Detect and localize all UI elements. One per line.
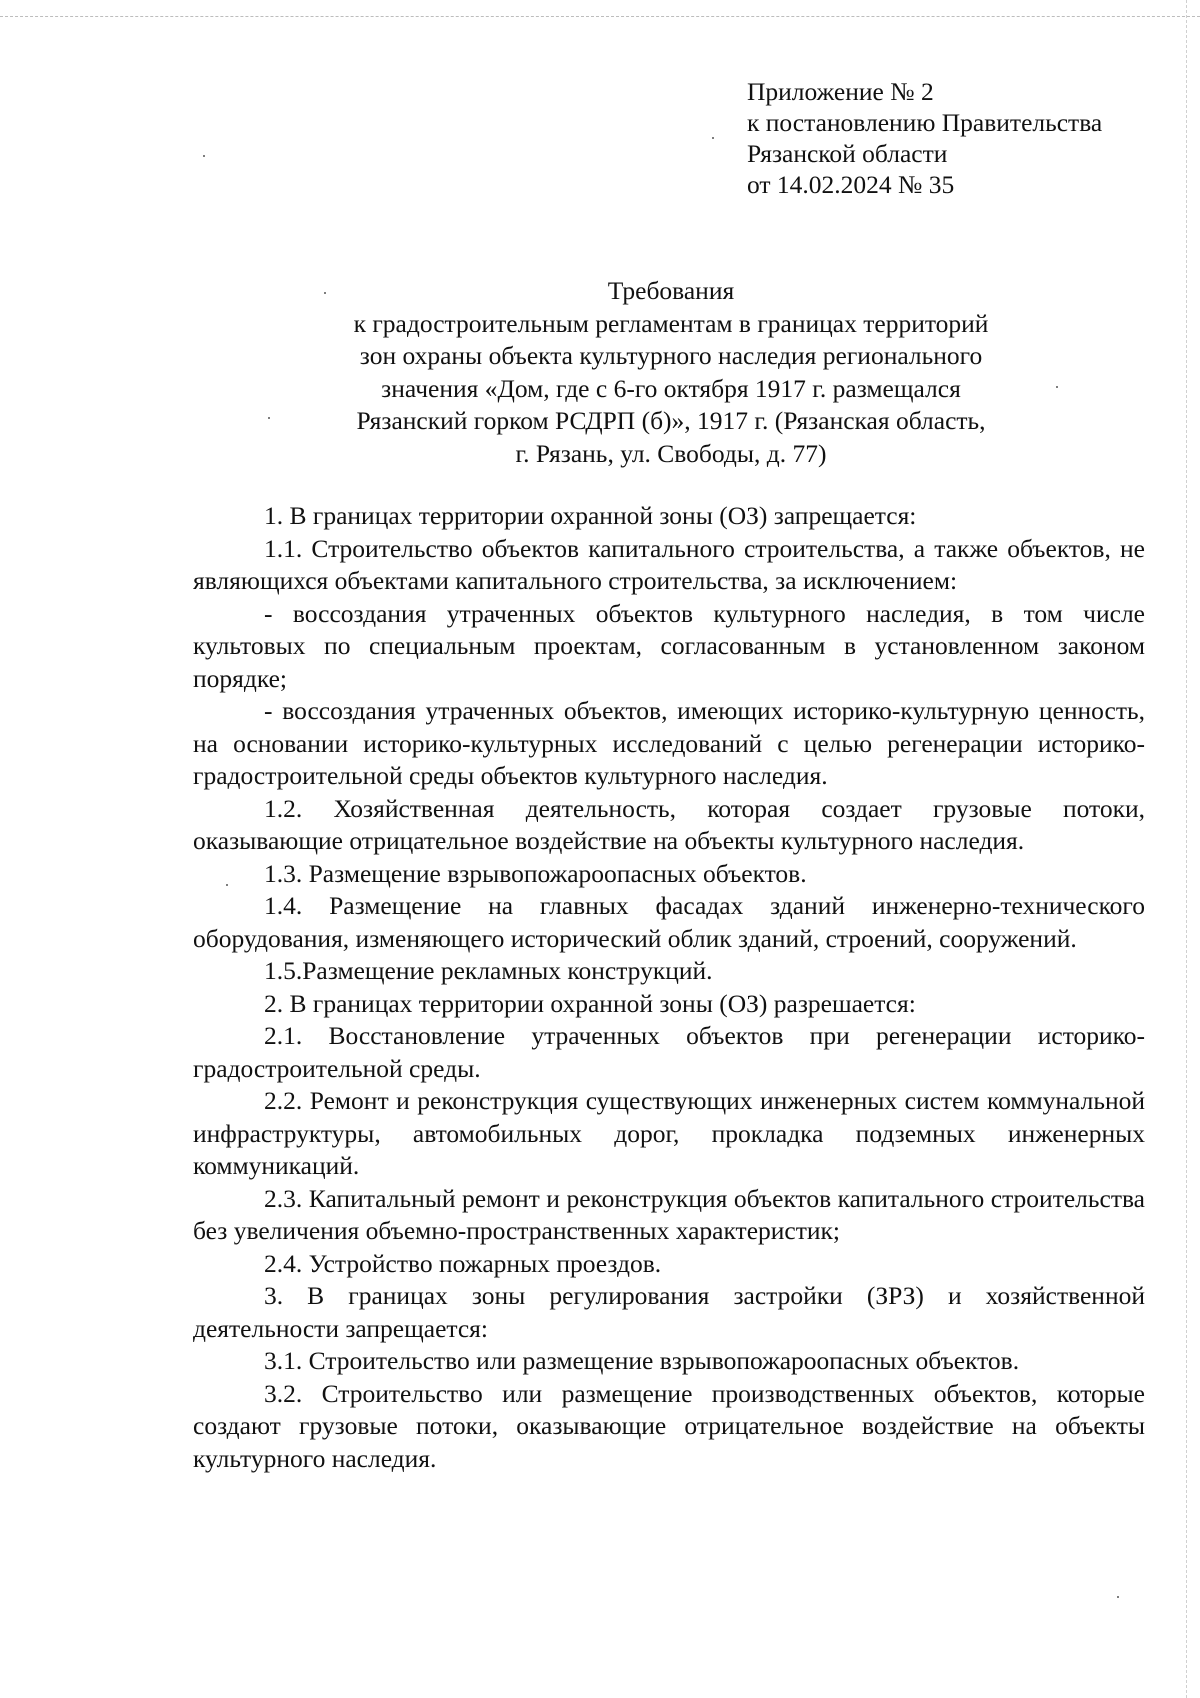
scan-speck — [1117, 1596, 1119, 1598]
title-line: к градостроительным регламентам в границах территорий — [353, 308, 989, 338]
paragraph-item-1-5: 1.5.Размещение рекламных конструкций. — [264, 956, 713, 985]
attachment-header — [747, 76, 1167, 200]
attachment-reference: к постановлению Правительства — [747, 108, 1103, 137]
scan-edge-top — [0, 16, 1200, 17]
title-line: значения «Дом, где с 6-го октября 1917 г. размещался — [381, 373, 961, 403]
paragraph-item-3-1: 3.1. Строительство или размещение взрывопожароопасных объектов. — [264, 1346, 1020, 1375]
attachment-date: от 14.02.2024 № 35 — [747, 170, 955, 199]
title-line: г. Рязань, ул. Свободы, д. 77) — [515, 438, 827, 468]
paragraph-item-2-3: 2.3. Капитальный ремонт и реконструкция объектов капитального строительства без увеличения объемно-пространственных характеристик; — [193, 1183, 1145, 1245]
paragraph-section-1: 1. В границах территории охранной зоны (ОЗ) запрещается: — [264, 501, 917, 530]
document-body — [193, 500, 1145, 1475]
attachment-region: Рязанской области — [747, 139, 948, 168]
paragraph-section-3: 3. В границах зоны регулирования застройки (ЗРЗ) и хозяйственной деятельности запрещается: — [193, 1281, 1145, 1343]
title-line: Рязанский горком РСДРП (б)», 1917 г. (Рязанская область, — [356, 406, 986, 435]
scan-speck — [712, 137, 714, 139]
paragraph-item-1-3: 1.3. Размещение взрывопожароопасных объектов. — [264, 858, 807, 888]
scan-edge-right — [1186, 0, 1187, 1698]
attachment-number: Приложение № 2 — [747, 77, 934, 106]
paragraph-section-2: 2. В границах территории охранной зоны (ОЗ) разрешается: — [264, 988, 916, 1018]
title-line: зон охраны объекта культурного наследия регионального — [359, 341, 983, 370]
document-title — [190, 275, 1152, 470]
paragraph-item-2-1: 2.1. Восстановление утраченных объектов при регенерации историко-градостроительной среды. — [193, 1021, 1145, 1083]
paragraph-item-1-1: 1.1. Строительство объектов капитального строительства, а также объектов, не являющихся объектами капитального строительства, за исключением: — [193, 533, 1145, 595]
paragraph-item-3-2: 3.2. Строительство или размещение производственных объектов, которые создают грузовые потоки, оказывающие отрицательное воздействие на объекты культурного наследия. — [193, 1378, 1145, 1473]
title-line: Требования — [607, 276, 735, 305]
scan-speck — [203, 155, 205, 157]
paragraph-item-2-4: 2.4. Устройство пожарных проездов. — [264, 1248, 662, 1278]
paragraph-item-1-2: 1.2. Хозяйственная деятельность, которая создает грузовые потоки, оказывающие отрицательное воздействие на объекты культурного наследия. — [193, 793, 1145, 855]
paragraph-item-1-4: 1.4. Размещение на главных фасадах зданий инженерно-технического оборудования, изменяющего исторический облик зданий, строений, сооружений. — [193, 891, 1145, 953]
paragraph-item-2-2: 2.2. Ремонт и реконструкция существующих инженерных систем коммунальной инфраструктуры, автомобильных дорог, прокладка подземных инженерных коммуникаций. — [193, 1086, 1145, 1180]
paragraph-exception-2: - воссоздания утраченных объектов, имеющих историко-культурную ценность, на основании историко-культурных исследований с целью регенерации историко-градостроительной среды объектов культурного наследия. — [193, 696, 1145, 790]
paragraph-exception-1: - воссоздания утраченных объектов культурного наследия, в том числе культовых по специальным проектам, согласованным в установленном законом порядке; — [193, 598, 1145, 693]
